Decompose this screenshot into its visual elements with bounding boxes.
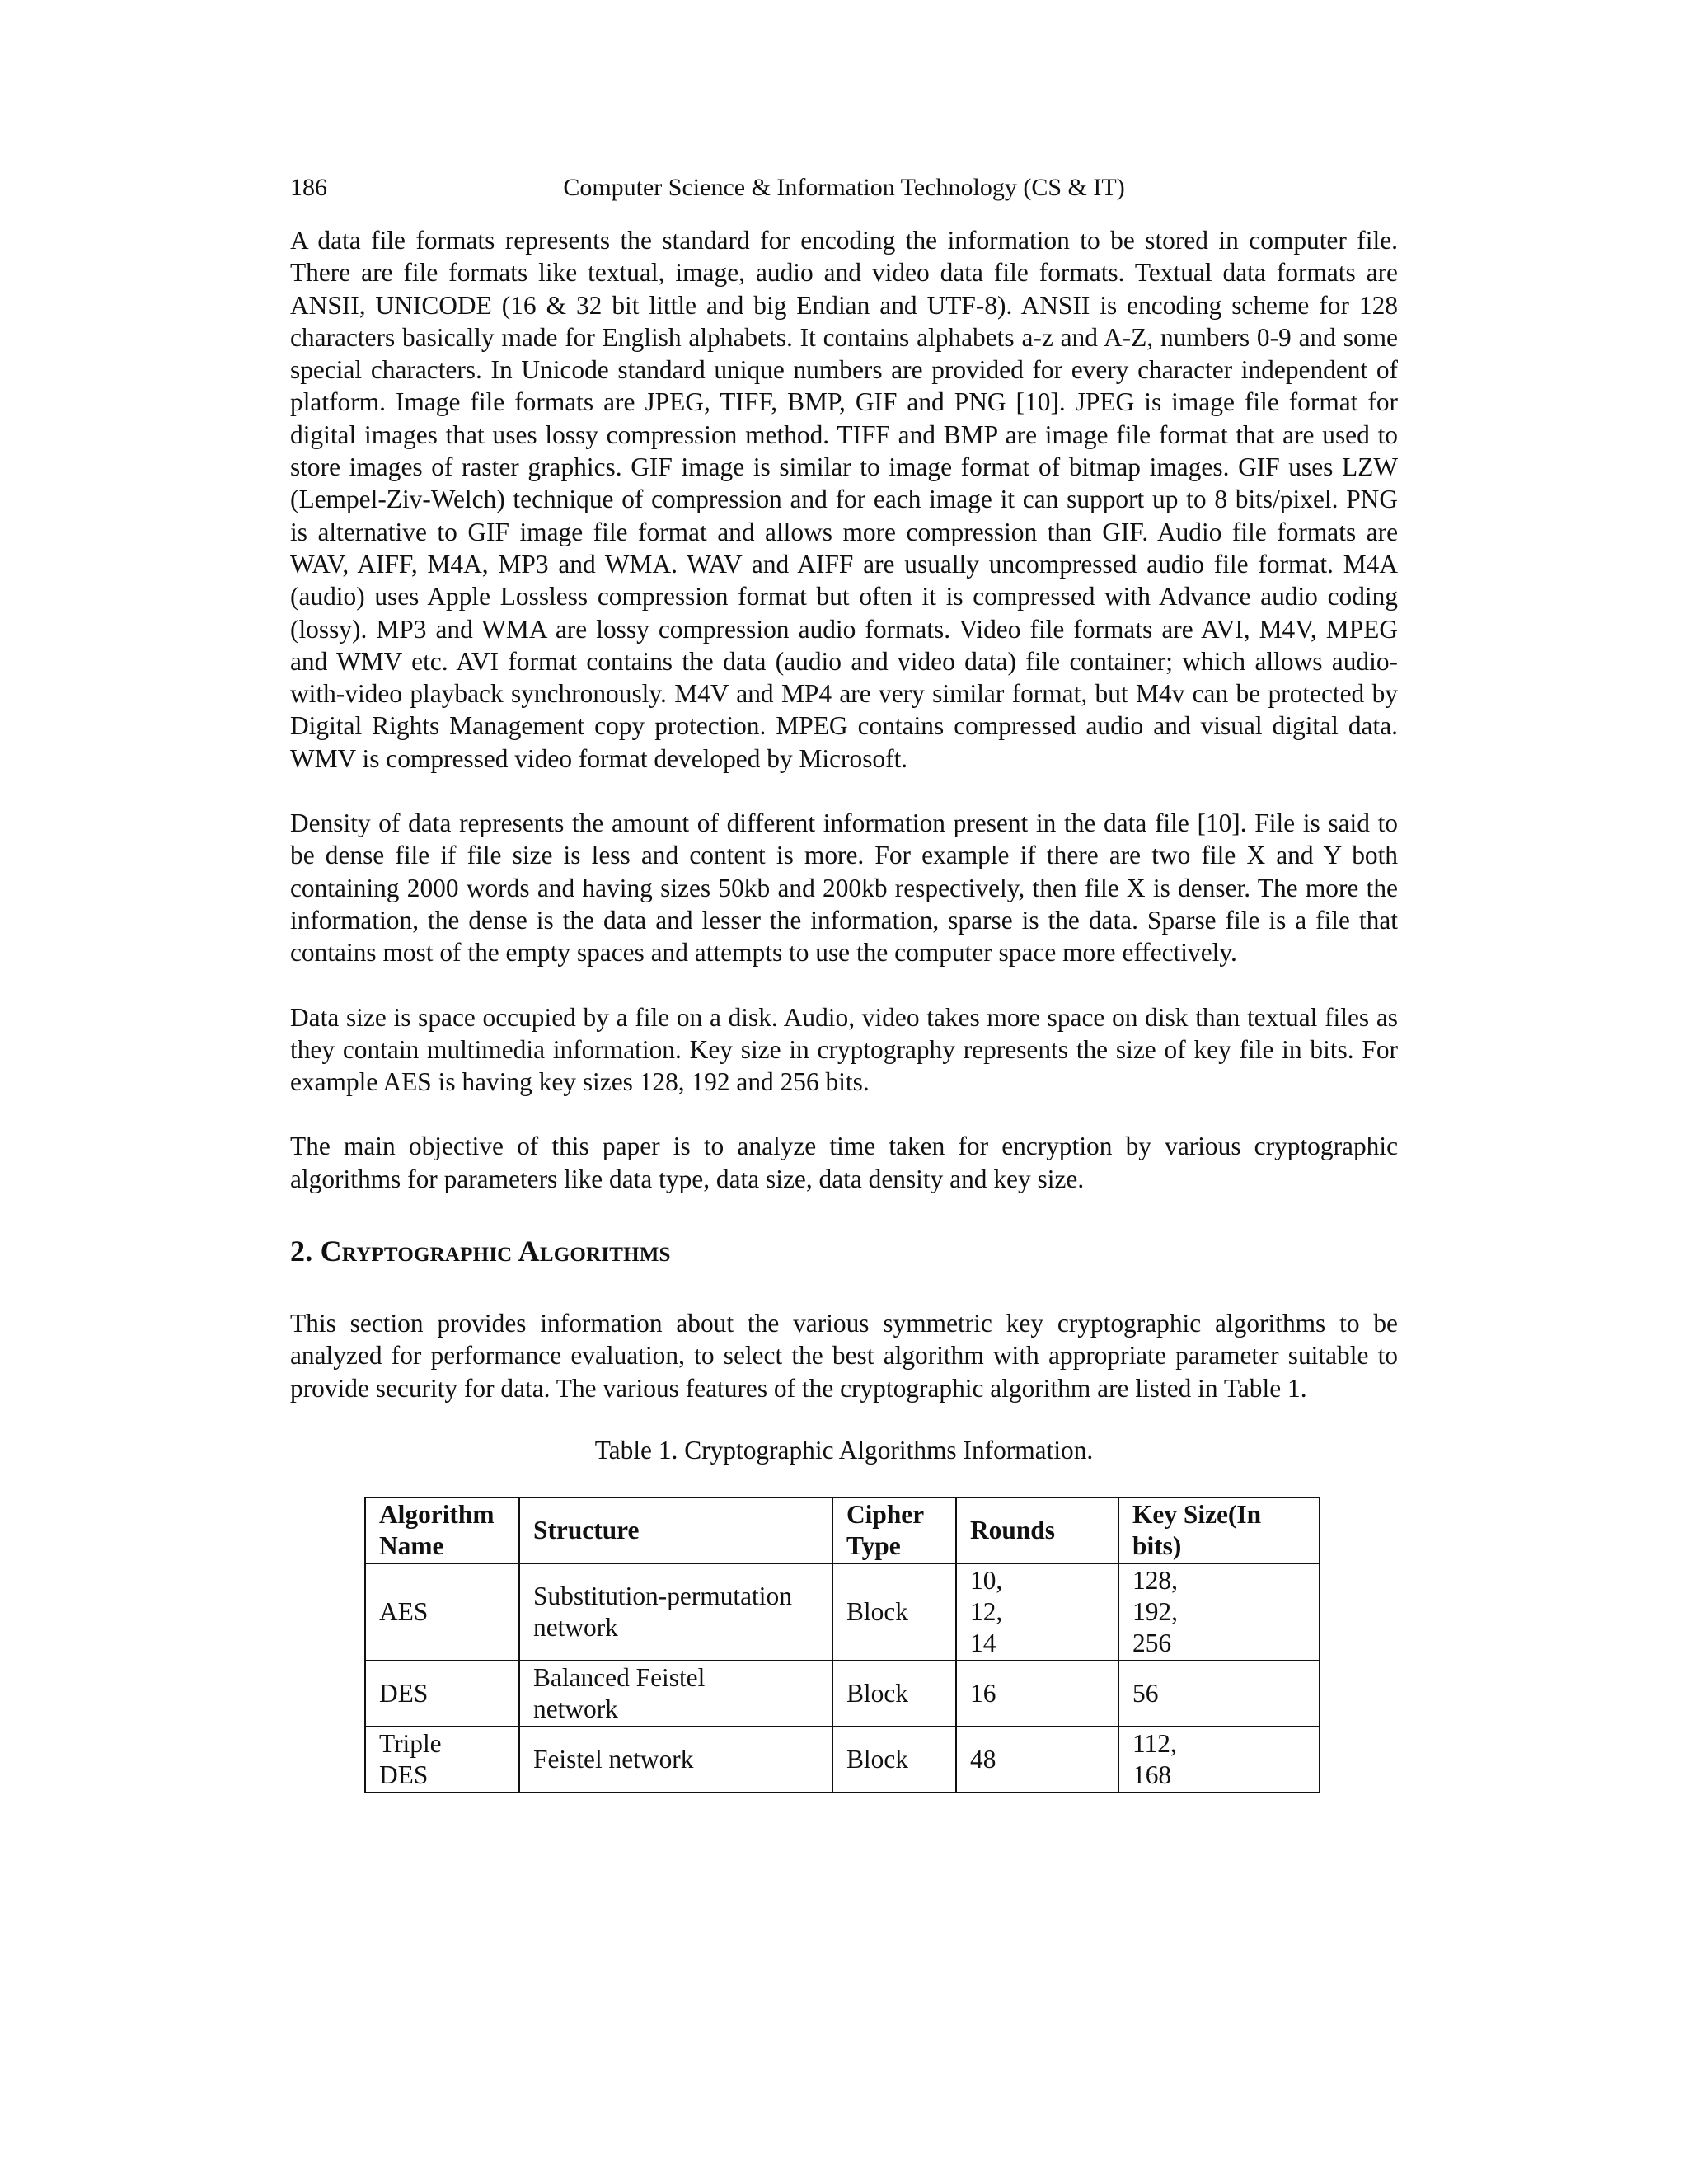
header-cipher-type: Cipher Type (832, 1497, 956, 1563)
cell-algorithm: AES (365, 1563, 519, 1661)
section-number: 2. (290, 1235, 321, 1268)
table-row (365, 1727, 1320, 1793)
header-structure: Structure (519, 1497, 832, 1563)
section-title: Cryptographic Algorithms (320, 1235, 671, 1268)
section-heading (290, 1233, 1398, 1269)
paper-page (290, 170, 1398, 1793)
journal-title: Computer Science & Information Technology (CS & IT) (563, 174, 1125, 201)
cell-rounds: 10, 12, 14 (956, 1563, 1118, 1661)
section-intro: This section provides information about the various symmetric key cryptographic algorithms to be analyzed for performance evaluation, to select the best algorithm with appropriate parameter suitable to provide security for data. The various features of the cryptographic algorithm are listed in Table 1. (290, 1309, 1398, 1403)
cell-structure: Substitution-permutation network (519, 1563, 832, 1661)
running-head (290, 170, 1398, 206)
paragraph-data-density: Density of data represents the amount of different information present in the data file [10]. File is said to be dense file if file size is less and content is more. For example if there are two file X and Y both containing 2000 words and having sizes 50kb and 200kb respectively, then file X is denser. The more the information, the dense is the data and lesser the information, sparse is the data. Sparse file is a file that contains most of the empty spaces and attempts to use the computer space more effectively. (290, 808, 1398, 968)
cell-rounds: 16 (956, 1661, 1118, 1727)
cell-key-size: 56 (1118, 1661, 1320, 1727)
header-key-size: Key Size(In bits) (1118, 1497, 1320, 1563)
cell-rounds: 48 (956, 1727, 1118, 1793)
paragraph-data-size: Data size is space occupied by a file on a disk. Audio, video takes more space on disk than textual files as they contain multimedia information. Key size in cryptography represents the size of key file in bits. For example AES is having key sizes 128, 192 and 256 bits. (290, 1002, 1398, 1097)
cell-structure: Balanced Feistel network (519, 1661, 832, 1727)
table-row (365, 1661, 1320, 1727)
cell-key-size: 112, 168 (1118, 1727, 1320, 1793)
paragraph-objective: The main objective of this paper is to analyze time taken for encryption by various cryptographic algorithms for parameters like data type, data size, data density and key size. (290, 1132, 1398, 1193)
cell-cipher-type: Block (832, 1727, 956, 1793)
table-caption: Table 1. Cryptographic Algorithms Information. (594, 1435, 1094, 1465)
paragraph-file-formats: A data file formats represents the standard for encoding the information to be stored in computer file. There are file formats like textual, image, audio and video data file formats. Textual data formats are ANSII, UNICODE (16 & 32 bit little and big Endian and UTF-8). ANSII is encoding scheme for 128 characters basically made for English alphabets. It contains alphabets a-z and A-Z, numbers 0-9 and some special characters. In Unicode standard unique numbers are provided for every character independent of platform. Image file formats are JPEG, TIFF, BMP, GIF and PNG [10]. JPEG is image file format for digital images that uses lossy compression method. TIFF and BMP are image file format that are used to store images of raster graphics. GIF image is similar to image format of bitmap images. GIF uses LZW (Lempel-Ziv-Welch) technique of compression and for each image it can support up to 8 bits/pixel. PNG is alternative to GIF image file format and allows more compression than GIF. Audio file formats are WAV, AIFF, M4A, MP3 and WMA. WAV and AIFF are usually uncompressed audio file format. M4A (audio) uses Apple Lossless compression format but often it is compressed with Advance audio coding (lossy). MP3 and WMA are lossy compression audio formats. Video file formats are AVI, M4V, MPEG and WMV etc. AVI format contains the data (audio and video data) file container; which allows audio-with-video playback synchronously. M4V and MP4 are very similar format, but M4v can be protected by Digital Rights Management copy protection. MPEG contains compressed audio and visual digital data. WMV is compressed video format developed by Microsoft. (290, 226, 1398, 773)
page-number: 186 (290, 174, 327, 201)
table-header-row (365, 1497, 1320, 1563)
cell-cipher-type: Block (832, 1563, 956, 1661)
header-rounds: Rounds (956, 1497, 1118, 1563)
cell-algorithm: DES (365, 1661, 519, 1727)
cell-algorithm: Triple DES (365, 1727, 519, 1793)
cell-structure: Feistel network (519, 1727, 832, 1793)
algorithms-table (364, 1497, 1320, 1793)
header-algorithm-name: Algorithm Name (365, 1497, 519, 1563)
table-row (365, 1563, 1320, 1661)
cell-key-size: 128, 192, 256 (1118, 1563, 1320, 1661)
cell-cipher-type: Block (832, 1661, 956, 1727)
